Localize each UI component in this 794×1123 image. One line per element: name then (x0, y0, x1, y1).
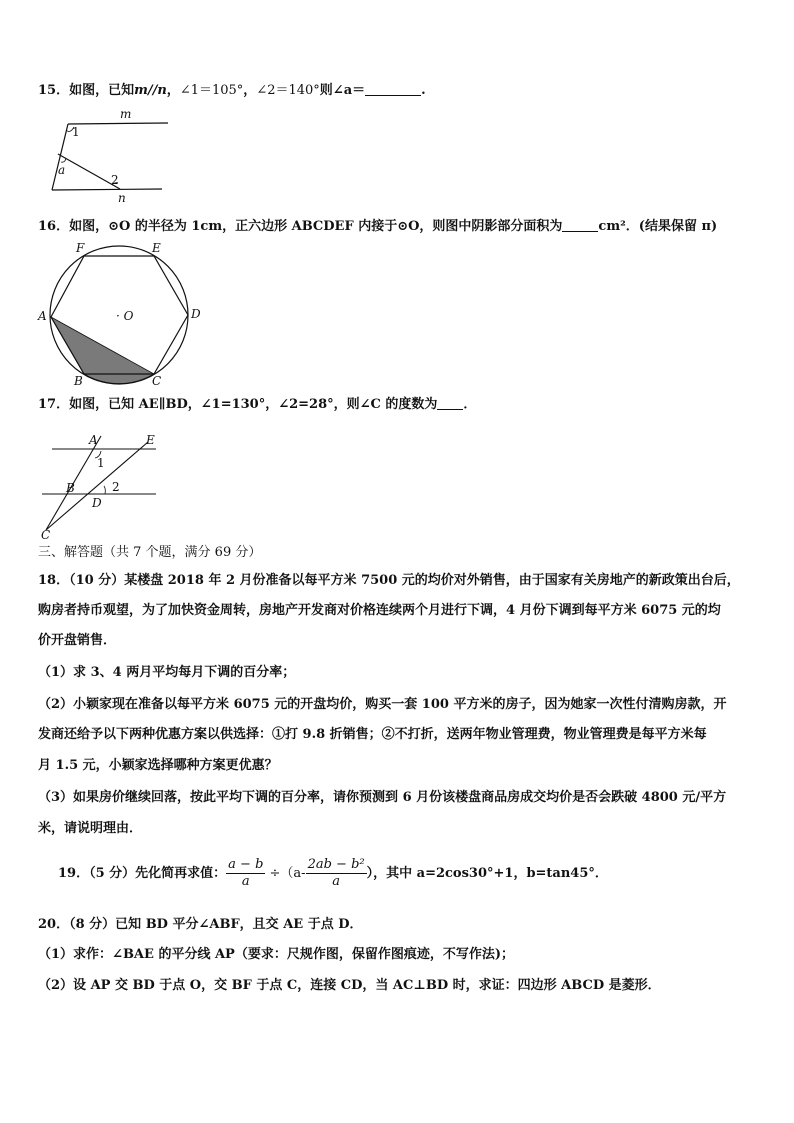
q16-answer-blank[interactable] (562, 218, 598, 232)
q15-angle1: ∠1＝105° (179, 83, 244, 98)
q16-label-A: A (38, 309, 47, 323)
section-heading: 三、解答题（共 7 个题，满分 69 分） (38, 545, 262, 560)
q16-label-E: E (152, 241, 161, 255)
q15-condition: m//n (134, 83, 167, 98)
q15-text: 15．如图，已知m//n，∠1＝105°，∠2＝140°则∠a＝ . (38, 83, 426, 98)
q17-label-C: C (41, 528, 51, 542)
q16-label-O: · O (116, 309, 134, 323)
q16-label-B: B (74, 374, 83, 388)
q18-line1: 18．（10 分）某楼盘 2018 年 2 月份准备以每平方米 7500 元的均价对外销售，由于国家有关房地产的新政策出台后， (38, 573, 740, 588)
q20-line1: 20．（8 分）已知 BD 平分∠ABF，且交 AE 于点 D． (38, 917, 363, 932)
q20-part1: （1）求作：∠BAE 的平分线 AP（要求：尺规作图，保留作图痕迹，不写作法)； (38, 947, 514, 962)
q17-label-1: 1 (97, 456, 105, 470)
q17-label-A: A (89, 433, 98, 447)
q17-label-B: B (66, 481, 75, 495)
q18-line3: 价开盘销售． (38, 633, 117, 648)
q18-part2-line3: 月 1.5 元，小颖家选择哪种方案更优惠？ (38, 758, 278, 773)
q17-answer-blank[interactable] (437, 396, 463, 410)
q17-label-2: 2 (112, 480, 120, 494)
q17-text: 17．如图，已知 AE∥BD，∠1=130°，∠2=28°，则∠C 的度数为 ． (38, 397, 477, 412)
q15-label-2: 2 (111, 173, 119, 187)
q18-part3-line2: 米，请说明理由． (38, 821, 143, 836)
q15-angle2: ∠2＝140° (256, 83, 320, 98)
q18-part2-line1: （2）小颖家现在准备以每平方米 6075 元的开盘均价，购买一套 100 平方米的房子，因为她家一次性付清购房款，开 (38, 697, 727, 712)
q15-answer-blank[interactable] (365, 82, 421, 96)
q18-part2-line2: 发商还给予以下两种优惠方案以供选择：①打 9.8 折销售；②不打折，送两年物业管理费，物业管理费是每平方米每 (38, 727, 707, 742)
q18-part1: （1）求 3、4 两月平均每月下调的百分率； (38, 665, 296, 680)
q15-label-n: n (118, 191, 126, 205)
q15-label-a: a (58, 163, 66, 177)
q19-fraction-2: $\frac{\text{2ab − b²}}{a}$ (307, 857, 365, 889)
q15-ask: 则∠a＝ (319, 83, 366, 98)
q19-text: 19．（5 分）先化简再求值： $\frac{a - b}{a}$ ÷（a- $\frac{\text{2ab − b²}}{a}$ ），其中 a=2cos30°+1，b=tan45°． (58, 857, 608, 889)
q15-figure (40, 108, 180, 204)
q17-figure (38, 432, 168, 542)
q17-label-D: D (92, 496, 102, 510)
q19-fraction-1: $\frac{a - b}{a}$ (228, 857, 264, 889)
q18-part3-line1: （3）如果房价继续回落，按此平均下调的百分率，请你预测到 6 月份该楼盘商品房成交均价是否会跌破 4800 元/平方 (38, 790, 727, 805)
q20-part2: （2）设 AP 交 BD 于点 O，交 BF 于点 C，连接 CD，当 AC⊥BD 时，求证：四边形 ABCD 是菱形． (38, 978, 661, 993)
q16-label-C: C (152, 374, 162, 388)
q15-label-1: 1 (72, 125, 80, 139)
q16-label-D: D (191, 307, 201, 321)
q16-figure (36, 242, 206, 388)
q17-label-E: E (146, 433, 155, 447)
q15-label-m: m (120, 107, 132, 121)
q16-text: 16．如图，⊙O 的半径为 1cm，正六边形 ABCDEF 内接于⊙O，则图中阴影部分面积为 cm²．(结果保留 π) (38, 219, 718, 234)
q16-label-F: F (76, 241, 85, 255)
q18-line2: 购房者持币观望，为了加快资金周转，房地产开发商对价格连续两个月进行下调，4 月份下调到每平方米 6075 元的均 (38, 603, 721, 618)
